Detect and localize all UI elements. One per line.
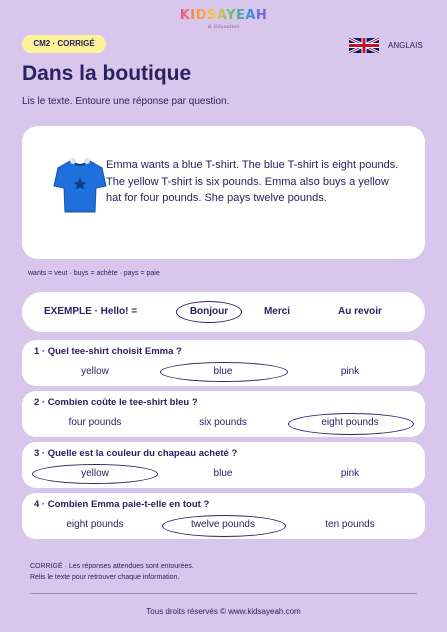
blue-tshirt-icon (52, 156, 108, 218)
option-ten-pounds[interactable]: ten pounds (325, 519, 375, 530)
option-pink[interactable]: pink (340, 468, 360, 479)
option-blue[interactable]: blue (213, 366, 233, 377)
option-eight-pounds[interactable]: eight pounds (66, 519, 124, 530)
note-line-2: Relis le texte pour retrouver chaque information. (30, 574, 180, 581)
brand-logo (0, 8, 447, 23)
question-options (22, 366, 425, 380)
language-label: ANGLAIS (388, 41, 423, 50)
question-options (22, 468, 425, 482)
option-twelve-pounds[interactable]: twelve pounds (191, 519, 255, 530)
option-four-pounds[interactable]: four pounds (68, 417, 122, 428)
teacher-note (30, 561, 194, 583)
logo-subtitle: & Education (207, 24, 240, 30)
question-options (22, 417, 425, 431)
option-yellow[interactable]: yellow (81, 468, 109, 479)
example-card (22, 292, 425, 332)
logo-text: KIDSAYEAH (179, 8, 268, 23)
example-option-merci[interactable]: Merci (263, 306, 291, 317)
question-card-4 (22, 493, 425, 539)
example-option-bonjour[interactable]: Bonjour (189, 306, 229, 317)
note-line-1: CORRIGÉ · Les réponses attendues sont entourées. (30, 563, 194, 570)
footer-copyright: Tous droits réservés © www.kidsayeah.com (146, 607, 301, 616)
page-title: Dans la boutique (22, 62, 192, 85)
question-card-3 (22, 442, 425, 488)
story-text: Emma wants a blue T-shirt. The blue T-shirt is eight pounds. The yellow T-shirt is six pounds. Emma also buys a yellow hat for four pounds. She pays twelve pounds. (106, 159, 399, 204)
instruction-text: Lis le texte. Entoure une réponse par question. (22, 96, 230, 107)
story-card (22, 126, 425, 259)
question-text: 3 · Quelle est la couleur du chapeau acheté ? (34, 448, 238, 459)
uk-flag-icon (349, 38, 379, 53)
option-pink[interactable]: pink (340, 366, 360, 377)
option-yellow[interactable]: yellow (81, 366, 109, 377)
vocabulary-hint: wants = veut · buys = achète · pays = paie (28, 270, 160, 277)
question-text: 2 · Combien coûte le tee-shirt bleu ? (34, 397, 198, 408)
question-options (22, 519, 425, 533)
example-label: EXEMPLE · Hello! = (44, 306, 138, 317)
option-eight-pounds[interactable]: eight pounds (321, 417, 379, 428)
divider (30, 593, 417, 594)
question-card-1 (22, 340, 425, 386)
level-badge: CM2 · CORRIGÉ (22, 35, 106, 53)
example-option-au-revoir[interactable]: Au revoir (338, 306, 382, 317)
option-blue[interactable]: blue (213, 468, 233, 479)
question-text: 1 · Quel tee-shirt choisit Emma ? (34, 346, 182, 357)
question-card-2 (22, 391, 425, 437)
option-six-pounds[interactable]: six pounds (199, 417, 247, 428)
question-text: 4 · Combien Emma paie-t-elle en tout ? (34, 499, 210, 510)
